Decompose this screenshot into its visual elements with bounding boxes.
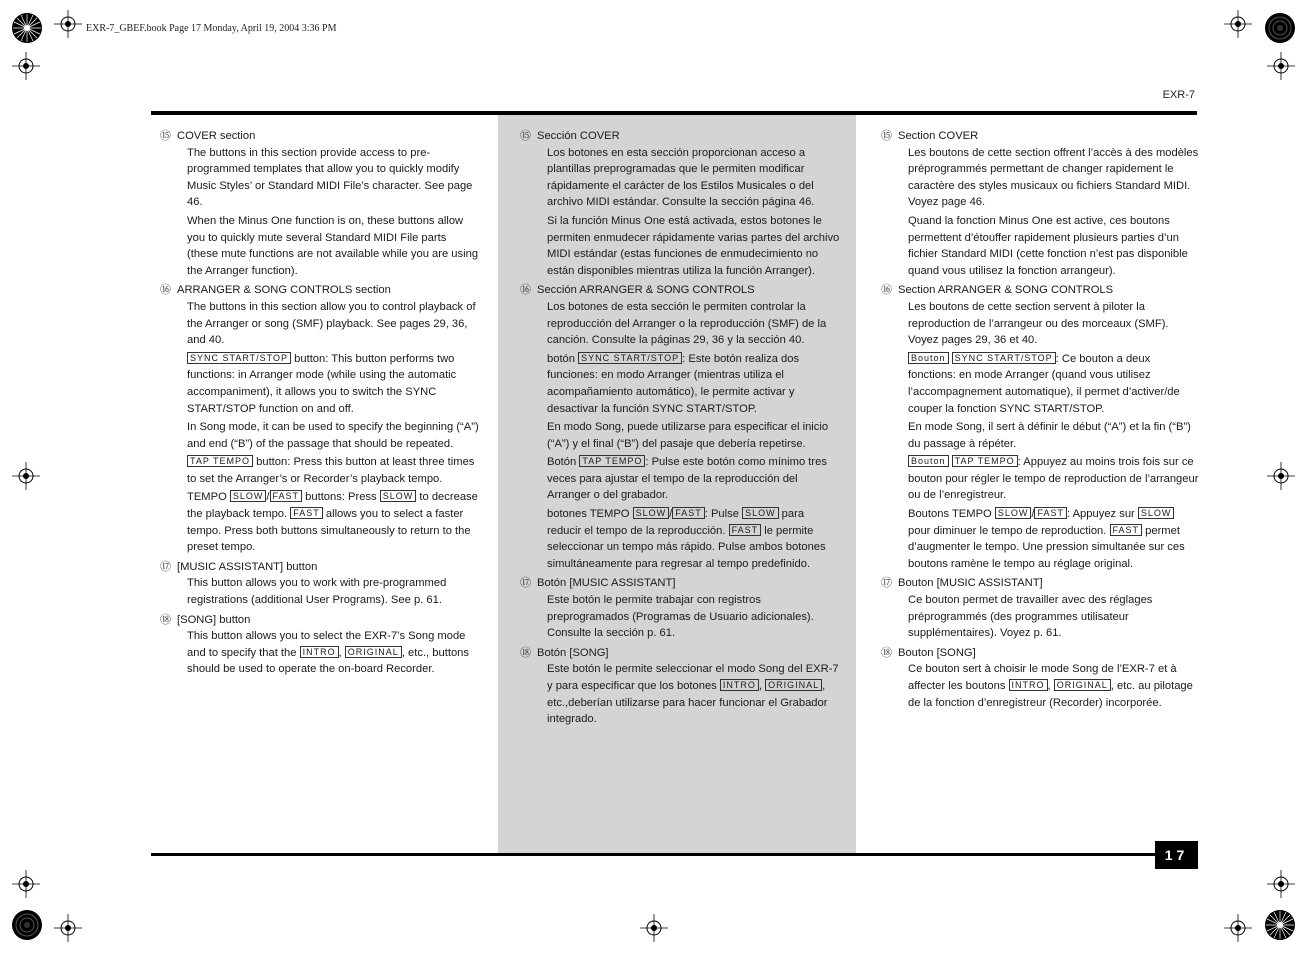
paragraph	[520, 506, 840, 572]
paragraph	[881, 454, 1199, 504]
key-tap-tempo: TAP TEMPO	[579, 455, 645, 467]
text: , etc.,deberían utilizarse para hacer funcionar el Grabador integrado.	[547, 680, 828, 726]
crosshair-icon	[1267, 462, 1295, 490]
spanish-section-16	[520, 282, 840, 572]
spanish-section-15	[520, 128, 840, 279]
text: le permite seleccionar un tempo más rápido. Pulse ambos botones simultáneamente para regresar al tempo predefinido.	[547, 524, 826, 570]
text: button: Press this button at least three times to set the Arranger’s or Recorder’s playback tempo.	[187, 456, 475, 485]
circled-number: ⑮	[160, 130, 171, 142]
print-note: EXR-7_GBEF.book Page 17 Monday, April 19, 2004 3:36 PM	[86, 23, 337, 34]
section-title: ARRANGER & SONG CONTROLS section	[177, 284, 391, 297]
text: : Este botón realiza dos funciones: en modo Arranger (mientras utiliza el acompañamiento automático), le permite activar y desactivar la función SYNC START/STOP.	[547, 352, 800, 415]
paragraph: Los botones en esta sección proporcionan acceso a plantillas preprogramadas que le permiten modificar rápidamente el carácter de los Estilos Musicales o del archivo MIDI estándar. Consulte la sección página 46.	[547, 146, 815, 209]
paragraph: Les boutons de cette section servent à piloter la reproduction de l’arrangeur ou des morceaux (SMF). Voyez pages 29, 36 et 40.	[908, 300, 1169, 347]
french-section-16	[881, 282, 1199, 572]
text: /	[266, 491, 270, 504]
key-original: ORIGINAL	[765, 679, 822, 691]
paragraph	[160, 489, 480, 555]
key-original: ORIGINAL	[1054, 679, 1111, 691]
key-slow: SLOW	[1138, 507, 1175, 519]
english-section-18	[160, 612, 480, 678]
paragraph	[520, 661, 840, 727]
text: : Pulse este botón como mínimo tres veces para ajustar el tempo de la reproducción del Arranger o del grabador.	[547, 456, 827, 502]
text: botones TEMPO	[547, 508, 633, 521]
text: pour diminuer le tempo de reproduction.	[908, 524, 1110, 537]
key-original: ORIGINAL	[345, 646, 402, 658]
key-slow: SLOW	[633, 507, 670, 519]
key-fast: FAST	[270, 490, 303, 502]
paragraph: This button allows you to work with pre-programmed registrations (additional User Programs). See p. 61.	[187, 577, 447, 607]
paragraph: Quand la fonction Minus One est active, ces boutons permettent d’étouffer rapidement plusieurs parties d’un fichier Standard MIDI (cette fonction n’est pas disponible quand vous utilisez la fonction arrangeur).	[908, 214, 1188, 277]
text: button: This button performs two functions: in Arranger mode (while using the automatic accompaniment), it allows you to switch the SYNC START/STOP function on and off.	[187, 352, 457, 415]
text: ,	[338, 646, 345, 659]
text: allows you to select a faster tempo. Press both buttons simultaneously to return to the preset tempo.	[187, 508, 471, 554]
crosshair-icon	[12, 52, 40, 80]
section-title: Section ARRANGER & SONG CONTROLS	[898, 284, 1114, 297]
page-number: 17	[1155, 841, 1198, 869]
key-slow: SLOW	[995, 507, 1032, 519]
section-title: Botón [MUSIC ASSISTANT]	[537, 577, 676, 590]
french-section-15	[881, 128, 1199, 279]
paragraph: Si la función Minus One está activada, estos botones le permiten enmudecer rápidamente varias partes del archivo MIDI estándar (estas funciones de enmudecimiento no están disponibles mientras utiliza la función Arranger).	[547, 214, 840, 277]
crosshair-icon	[1224, 914, 1252, 942]
key-intro: INTRO	[300, 646, 339, 658]
section-title: Bouton [SONG]	[898, 646, 976, 659]
section-title: Botón [SONG]	[537, 646, 609, 659]
paragraph	[160, 351, 480, 417]
paragraph: The buttons in this section allow you to control playback of the Arranger or song (SMF) playback. See pages 29, 36, and 40.	[187, 300, 476, 347]
key-tap-tempo: TAP TEMPO	[952, 455, 1018, 467]
circled-number: ⑯	[881, 284, 892, 297]
key-fast: FAST	[290, 507, 323, 519]
circled-number: ⑰	[881, 577, 892, 590]
crosshair-icon	[54, 914, 82, 942]
key-fast: FAST	[672, 507, 705, 519]
circled-number: ⑯	[160, 284, 171, 297]
key-bouton: Bouton	[908, 455, 949, 467]
english-section-17	[160, 559, 480, 609]
paragraph: When the Minus One function is on, these buttons allow you to quickly mute several Standard MIDI File parts (these mute functions are not available while you are using the Arranger function).	[187, 214, 479, 277]
paragraph: Este botón le permite trabajar con registros preprogramados (Programas de Usuario adicionales). Consulte la sección p. 61.	[547, 594, 814, 640]
crosshair-icon	[54, 10, 82, 38]
text: : Pulse	[704, 508, 743, 521]
text: /	[669, 508, 673, 521]
section-title: Section COVER	[898, 130, 979, 142]
english-column	[160, 128, 480, 681]
circled-number: ⑱	[160, 613, 171, 626]
key-sync-start-stop: SYNC START/STOP	[952, 352, 1056, 364]
key-slow: SLOW	[380, 490, 417, 502]
key-slow: SLOW	[230, 490, 267, 502]
circled-number: ⑮	[881, 130, 892, 142]
spanish-section-18	[520, 645, 840, 728]
text: Ce bouton sert à choisir le mode Song de l’EXR-7 et à affecter les boutons	[908, 663, 1177, 692]
circled-number: ⑰	[520, 577, 531, 590]
section-title: Sección COVER	[537, 130, 620, 142]
registration-wheel-icon	[11, 12, 43, 44]
english-section-15	[160, 128, 480, 279]
section-title: Bouton [MUSIC ASSISTANT]	[898, 577, 1043, 590]
text: buttons: Press	[302, 491, 380, 504]
key-tap-tempo: TAP TEMPO	[187, 455, 253, 467]
french-section-17	[881, 575, 1199, 641]
key-intro: INTRO	[1009, 679, 1048, 691]
key-sync-start-stop: SYNC START/STOP	[578, 352, 682, 364]
key-fast: FAST	[1034, 507, 1067, 519]
paragraph	[881, 351, 1199, 417]
circled-number: ⑯	[520, 284, 531, 297]
text: , etc. au pilotage de la fonction d’enregistreur (Recorder) incorporée.	[908, 680, 1193, 709]
paragraph: Les boutons de cette section offrent l’accès à des modèles préprogrammés permettant de changer rapidement le caractère des styles musicaux ou fichiers Standard MIDI. Voyez page 46.	[908, 146, 1199, 209]
french-column	[881, 128, 1199, 714]
crosshair-icon	[1267, 870, 1295, 898]
paragraph: En mode Song, il sert à définir le début (“A”) et la fin (“B”) du passage à répéter.	[908, 421, 1191, 450]
text: to decrease the playback tempo.	[187, 491, 478, 521]
crosshair-icon	[1267, 52, 1295, 80]
section-title: [SONG] button	[177, 613, 251, 626]
bottom-rule	[151, 853, 1155, 856]
key-sync-start-stop: SYNC START/STOP	[187, 352, 291, 364]
paragraph	[160, 628, 480, 678]
key-fast: FAST	[729, 524, 762, 536]
english-section-16	[160, 282, 480, 556]
paragraph: In Song mode, it can be used to specify the beginning (“A”) and end (“B”) of the passage that should be repeated.	[187, 421, 479, 450]
paragraph	[520, 454, 840, 504]
model-label: EXR-7	[1162, 89, 1195, 101]
paragraph: Ce bouton permet de travailler avec des réglages préprogrammés (des programmes utilisateur supplémentaires). Voyez p. 61.	[908, 594, 1153, 640]
crosshair-icon	[12, 462, 40, 490]
text: Este botón le permite seleccionar el modo Song del EXR-7 y para especificar que los botones	[547, 663, 839, 692]
spanish-column	[520, 128, 840, 731]
text: /	[1031, 508, 1035, 521]
paragraph: En modo Song, puede utilizarse para especificar el inicio (“A”) y el final (“B”) del pasaje que debería repetirse.	[547, 421, 829, 450]
paragraph	[881, 661, 1199, 711]
text: botón	[547, 352, 579, 365]
section-title: Sección ARRANGER & SONG CONTROLS	[537, 284, 755, 297]
registration-wheel-icon	[11, 909, 43, 941]
paragraph	[520, 351, 840, 417]
section-title: COVER section	[177, 130, 256, 142]
paragraph: Los botones de esta sección le permiten controlar la reproducción del Arranger o la reproducción (SMF) de la canción. Consulte la páginas 29, 36 y la sección 40.	[547, 300, 827, 347]
registration-wheel-icon	[1264, 12, 1296, 44]
text: Boutons TEMPO	[908, 508, 995, 521]
circled-number: ⑱	[520, 646, 531, 659]
text: : Appuyez sur	[1067, 508, 1138, 521]
crosshair-icon	[12, 870, 40, 898]
text: : Appuyez au moins trois fois sur ce bouton pour régler le tempo de reproduction de l’arrangeur ou de l’enregistreur.	[908, 456, 1199, 502]
circled-number: ⑰	[160, 560, 171, 573]
circled-number: ⑮	[520, 130, 531, 142]
text: ,	[758, 680, 766, 692]
text: TEMPO	[187, 491, 230, 504]
circled-number: ⑱	[881, 646, 892, 659]
french-section-18	[881, 645, 1199, 711]
text: : Ce bouton a deux fonctions: en mode Arranger (quand vous utilisez l’accompagnement automatique), il permet d’activer/de couper la fonction SYNC START/STOP.	[908, 352, 1180, 415]
registration-wheel-icon	[1264, 909, 1296, 941]
crosshair-icon	[1224, 10, 1252, 38]
text: para reducir el tempo de la reproducción.	[547, 508, 805, 537]
paragraph	[881, 506, 1199, 572]
key-bouton: Bouton	[908, 352, 949, 364]
key-slow: SLOW	[742, 507, 779, 519]
text: This button allows you to select the EXR-7’s Song mode and to specify that the	[187, 630, 466, 659]
text: , etc., buttons should be used to operate the on-board Recorder.	[187, 646, 469, 676]
crosshair-icon	[640, 914, 668, 942]
key-intro: INTRO	[720, 679, 759, 691]
section-title: [MUSIC ASSISTANT] button	[177, 560, 318, 573]
paragraph: The buttons in this section provide access to pre-programmed templates that allow you to quickly modify Music Styles’ or Standard MIDI File’s character. See page 46.	[187, 146, 473, 209]
text: ,	[1047, 680, 1054, 692]
paragraph	[160, 454, 480, 487]
text: Botón	[547, 456, 580, 469]
spanish-section-17	[520, 575, 840, 641]
key-fast: FAST	[1110, 524, 1143, 536]
text: permet d’augmenter le tempo. Une pression simultanée sur ces boutons ramène le tempo au réglage original.	[908, 524, 1185, 570]
